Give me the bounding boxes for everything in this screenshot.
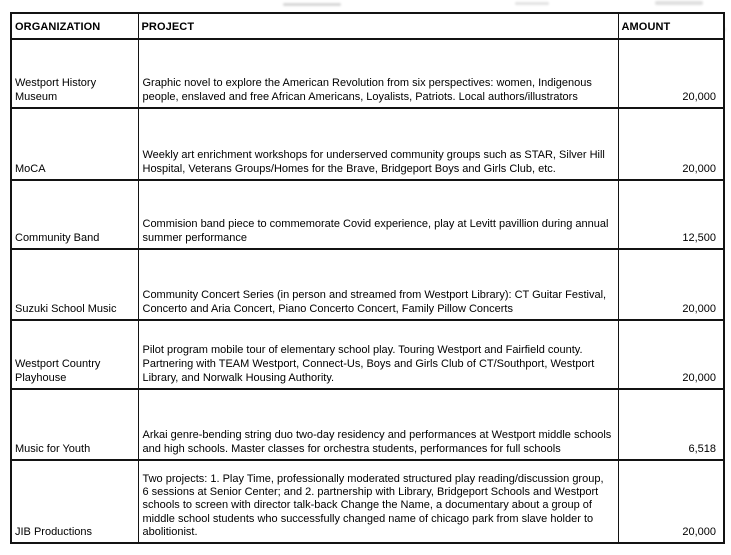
amount-cell: 20,000 [618,108,724,180]
column-header-organization: ORGANIZATION [11,13,138,39]
org-cell: JIB Productions [11,460,138,543]
table-row [11,249,724,320]
scan-artifact [283,3,341,6]
amount-cell: 12,500 [618,180,724,249]
grants-table [10,12,725,544]
amount-cell: 20,000 [618,249,724,320]
amount-cell: 20,000 [618,320,724,389]
org-cell: Westport History Museum [11,39,138,108]
scan-artifact [515,2,549,5]
org-cell: MoCA [11,108,138,180]
project-cell: Arkai genre-bending string duo two-day residency and performances at Westport middle schools and high schools. Master classes for orchestra students, performances for full schools [138,389,618,460]
column-header-project: PROJECT [138,13,618,39]
table-row [11,389,724,460]
table-header [11,13,724,39]
project-cell: Graphic novel to explore the American Revolution from six perspectives: women, Indigenous people, enslaved and free African Americans, Loyalists, Patriots. Local authors/illustrators [138,39,618,108]
project-cell: Two projects: 1. Play Time, professionally moderated structured play reading/discussion group, 6 sessions at Senior Center; and 2. partnership with Library, Bridgeport Schools and Westport schools to screen with director talk-back Change the Name, a documentary about a group of middle school students who successfully changed name of chicago park from slave holder to abolitionist. [138,460,618,543]
scan-artifact [655,1,703,5]
table-row [11,320,724,389]
org-cell: Suzuki School Music [11,249,138,320]
amount-cell: 20,000 [618,460,724,543]
org-cell: Music for Youth [11,389,138,460]
table-row [11,39,724,108]
amount-cell: 20,000 [618,39,724,108]
org-cell: Community Band [11,180,138,249]
table-row [11,180,724,249]
header-row [11,13,724,39]
project-cell: Community Concert Series (in person and streamed from Westport Library): CT Guitar Festival, Concerto and Aria Concert, Piano Concerto Concert, Family Pillow Concerts [138,249,618,320]
org-cell: Westport Country Playhouse [11,320,138,389]
project-cell: Weekly art enrichment workshops for underserved community groups such as STAR, Silver Hill Hospital, Veterans Groups/Homes for the Brave, Bridgeport Boys and Girls Club, etc. [138,108,618,180]
project-cell: Pilot program mobile tour of elementary school play. Touring Westport and Fairfield county. Partnering with TEAM Westport, Connect-Us, Boys and Girls Club of CT/Southport, Westport Library, and Norwalk Housing Authority. [138,320,618,389]
table-row [11,108,724,180]
table-row [11,460,724,543]
project-cell: Commision band piece to commemorate Covid experience, play at Levitt pavillion during annual summer performance [138,180,618,249]
column-header-amount: AMOUNT [618,13,724,39]
amount-cell: 6,518 [618,389,724,460]
